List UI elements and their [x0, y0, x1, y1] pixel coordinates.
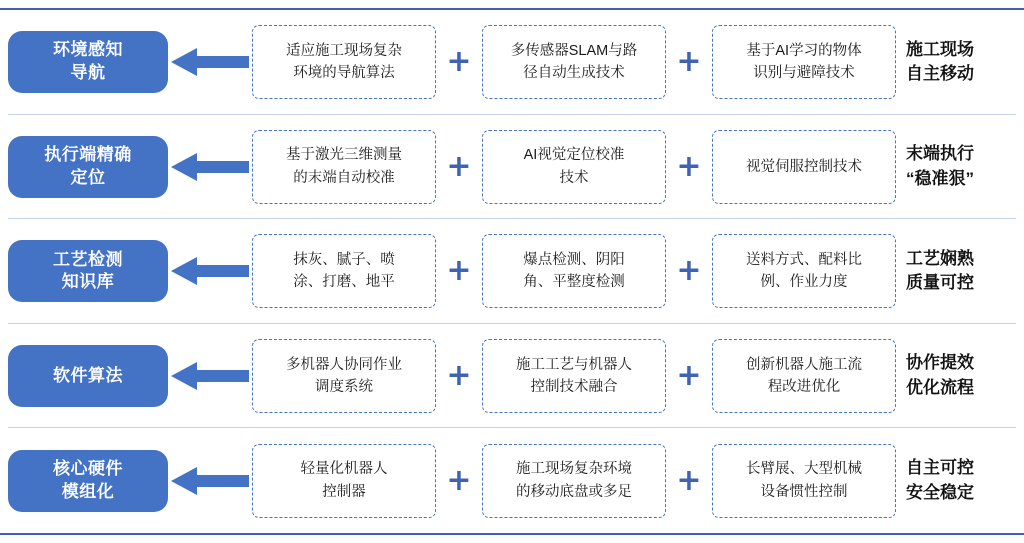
left-arrow-icon	[168, 152, 252, 182]
tech-item-box: 多传感器SLAM与路 径自动生成技术	[482, 25, 666, 99]
left-arrow-icon	[168, 466, 252, 496]
category-label: 工艺检测 知识库	[8, 240, 168, 302]
tech-item-box: 适应施工现场复杂 环境的导航算法	[252, 25, 436, 99]
plus-icon: +	[446, 358, 472, 394]
plus-icon: +	[676, 253, 702, 289]
tech-item-box: 施工现场复杂环境 的移动底盘或多足	[482, 444, 666, 518]
tech-item-box: 创新机器人施工流 程改进优化	[712, 339, 896, 413]
outcome-label: 末端执行 “稳准狠”	[906, 144, 974, 188]
plus-icon: +	[446, 148, 472, 184]
diagram-row	[0, 428, 1024, 533]
tech-item-box: 基于AI学习的物体 识别与避障技术	[712, 25, 896, 99]
category-label: 环境感知 导航	[8, 31, 168, 93]
outcome-label: 协作提效 优化流程	[906, 353, 974, 398]
plus-icon: +	[676, 148, 702, 184]
plus-icon: +	[446, 462, 472, 498]
tech-item-box: 长臂展、大型机械 设备惯性控制	[712, 444, 896, 518]
plus-icon: +	[676, 358, 702, 394]
tech-item-box: 多机器人协同作业 调度系统	[252, 339, 436, 413]
tech-item-box: 爆点检测、阴阳 角、平整度检测	[482, 234, 666, 308]
diagram-row	[0, 219, 1024, 324]
tech-item-box: 施工工艺与机器人 控制技术融合	[482, 339, 666, 413]
tech-item-box: 轻量化机器人 控制器	[252, 444, 436, 518]
left-arrow-icon	[168, 361, 252, 391]
diagram-row	[0, 324, 1024, 429]
outcome-label: 施工现场 自主移动	[906, 39, 974, 84]
diagram-row	[0, 10, 1024, 115]
plus-icon: +	[446, 44, 472, 80]
category-label: 执行端精确 定位	[8, 136, 168, 198]
tech-item-box: 抹灰、腻子、喷 涂、打磨、地平	[252, 234, 436, 308]
tech-item-box: AI视觉定位校准 技术	[482, 130, 666, 204]
bottom-border-line	[0, 533, 1024, 535]
outcome-label: 自主可控 安全稳定	[906, 458, 974, 502]
left-arrow-icon	[168, 47, 252, 77]
plus-icon: +	[446, 253, 472, 289]
tech-item-box: 基于激光三维测量 的末端自动校准	[252, 130, 436, 204]
tech-item-box: 视觉伺服控制技术	[712, 130, 896, 204]
tech-item-box: 送料方式、配料比 例、作业力度	[712, 234, 896, 308]
category-label: 软件算法	[8, 345, 168, 407]
diagram-rows	[0, 10, 1024, 533]
outcome-label: 工艺娴熟 质量可控	[906, 248, 974, 293]
category-label: 核心硬件 模组化	[8, 450, 168, 512]
plus-icon: +	[676, 462, 702, 498]
left-arrow-icon	[168, 256, 252, 286]
diagram-row	[0, 115, 1024, 220]
plus-icon: +	[676, 44, 702, 80]
